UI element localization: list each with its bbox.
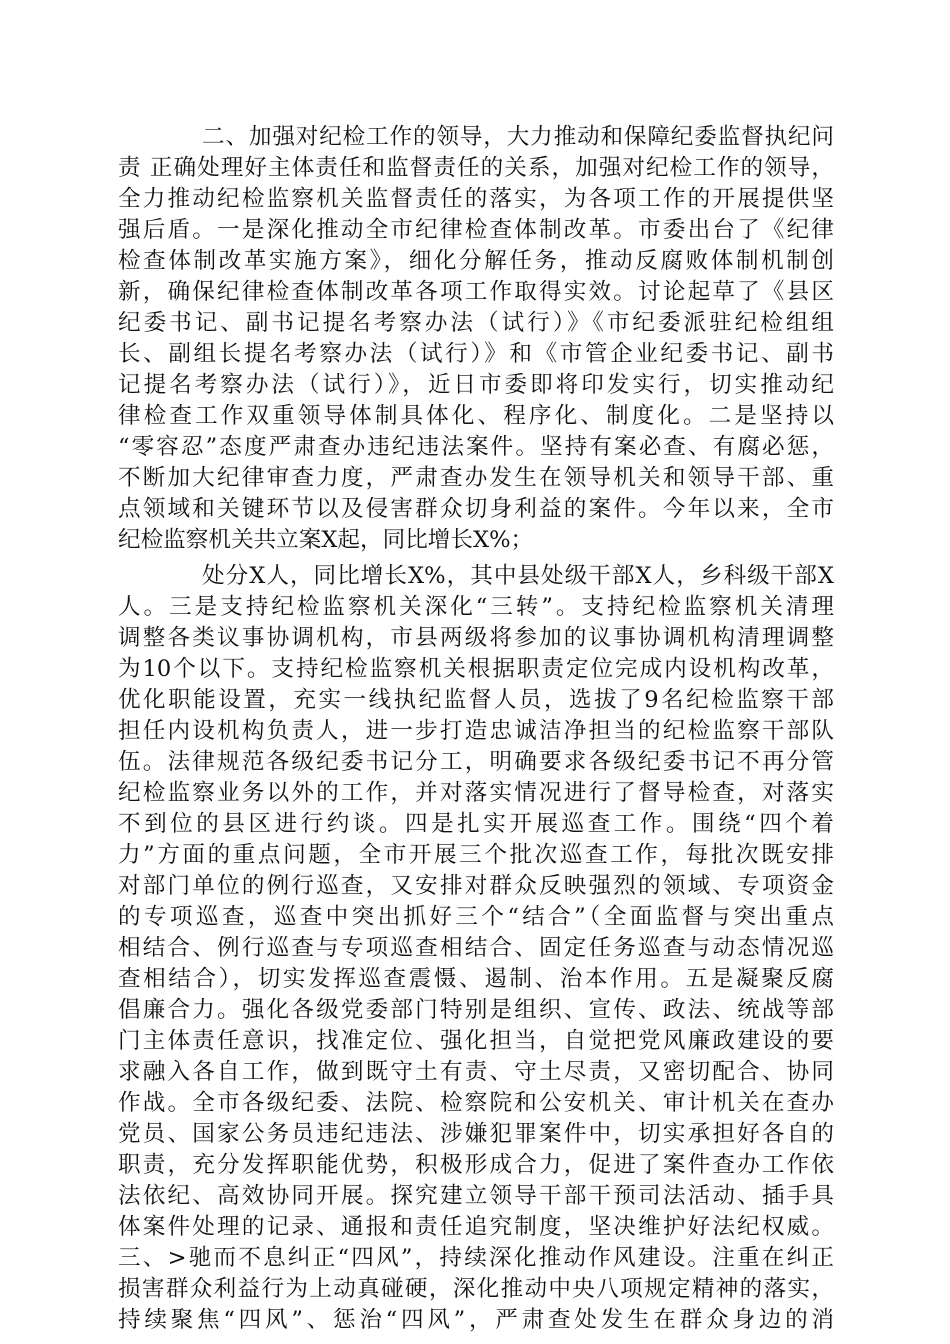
text-line: 不断加大纪律审查力度，严肃查办发生在领导机关和领导干部、重 [118,465,834,491]
text-line: 相结合、例行巡查与专项巡查相结合、固定任务巡查与动态情况巡 [118,935,834,961]
text-line: 对部门单位的例行巡查，又安排对群众反映强烈的领域、专项资金 [118,873,834,899]
text-line: 人。三是支持纪检监察机关深化“三转”。支持纪检监察机关清理 [118,594,834,620]
text-line: 点领域和关键环节以及侵害群众切身利益的案件。今年以来，全市 [118,496,834,522]
text-line: 检查体制改革实施方案》，细化分解任务，推动反腐败体制机制创 [118,248,834,274]
text-line: 损害群众利益行为上动真碰硬，深化推动中央八项规定精神的落实， [118,1276,834,1302]
text-line: 长、副组长提名考察办法（试行）》和《市管企业纪委书记、副书 [118,341,834,367]
text-line: 优化职能设置，充实一线执纪监督人员，选拔了9名纪检监察干部 [118,687,834,713]
text-line: 二、加强对纪检工作的领导，大力推动和保障纪委监督执纪问 [202,124,834,150]
text-line: 强后盾。一是深化推动全市纪律检查体制改革。市委出台了《纪律 [118,217,834,243]
text-line: 法依纪、高效协同开展。探究建立领导干部干预司法活动、插手具 [118,1183,834,1209]
text-line: 职责，充分发挥职能优势，积极形成合力，促进了案件查办工作依 [118,1152,834,1178]
text-line: 三、>驰而不息纠正“四风”，持续深化推动作风建设。注重在纠正 [118,1245,834,1271]
text-line: 处分X人，同比增长X%，其中县处级干部X人，乡科级干部X [202,563,834,589]
text-line: 不到位的县区进行约谈。四是扎实开展巡查工作。围绕“四个着 [118,811,834,837]
text-line: 责 正确处理好主体责任和监督责任的关系，加强对纪检工作的领导， [118,155,834,181]
text-line: 体案件处理的记录、通报和责任追究制度，坚决维护好法纪权威。 [118,1214,834,1240]
text-line: 纪委书记、副书记提名考察办法（试行）》《市纪委派驻纪检组组 [118,310,834,336]
text-line: 的专项巡查，巡查中突出抓好三个“结合”（全面监督与突出重点 [118,904,834,930]
text-line: 伍。法律规范各级纪委书记分工，明确要求各级纪委书记不再分管 [118,749,834,775]
text-line: 持续聚焦“四风”、惩治“四风”，严肃查处发生在群众身边的消 [118,1307,834,1333]
text-line: “零容忍”态度严肃查办违纪违法案件。坚持有案必查、有腐必惩， [118,434,834,460]
text-line: 作战。全市各级纪委、法院、检察院和公安机关、审计机关在查办 [118,1090,834,1116]
text-line: 律检查工作双重领导体制具体化、程序化、制度化。二是坚持以 [118,403,834,429]
text-line: 力”方面的重点问题，全市开展三个批次巡查工作，每批次既安排 [118,842,834,868]
text-line: 新，确保纪律检查体制改革各项工作取得实效。讨论起草了《县区 [118,279,834,305]
text-line: 查相结合），切实发挥巡查震慑、遏制、治本作用。五是凝聚反腐 [118,966,834,992]
text-line: 调整各类议事协调机构，市县两级将参加的议事协调机构清理调整 [118,625,834,651]
text-line: 党员、国家公务员违纪违法、涉嫌犯罪案件中，切实承担好各自的 [118,1121,834,1147]
text-line: 纪检监察机关共立案X起，同比增长X%； [118,527,534,553]
text-line: 担任内设机构负责人，进一步打造忠诚洁净担当的纪检监察干部队 [118,718,834,744]
text-line: 求融入各自工作，做到既守土有责、守土尽责，又密切配合、协同 [118,1059,834,1085]
text-line: 全力推动纪检监察机关监督责任的落实，为各项工作的开展提供坚 [118,186,834,212]
text-line: 记提名考察办法（试行）》，近日市委即将印发实行，切实推动纪 [118,372,834,398]
text-line: 纪检监察业务以外的工作，并对落实情况进行了督导检查，对落实 [118,780,834,806]
text-line: 为10个以下。支持纪检监察机关根据职责定位完成内设机构改革， [118,656,834,682]
text-line: 门主体责任意识，找准定位、强化担当，自觉把党风廉政建设的要 [118,1028,834,1054]
text-line: 倡廉合力。强化各级党委部门特别是组织、宣传、政法、统战等部 [118,997,834,1023]
